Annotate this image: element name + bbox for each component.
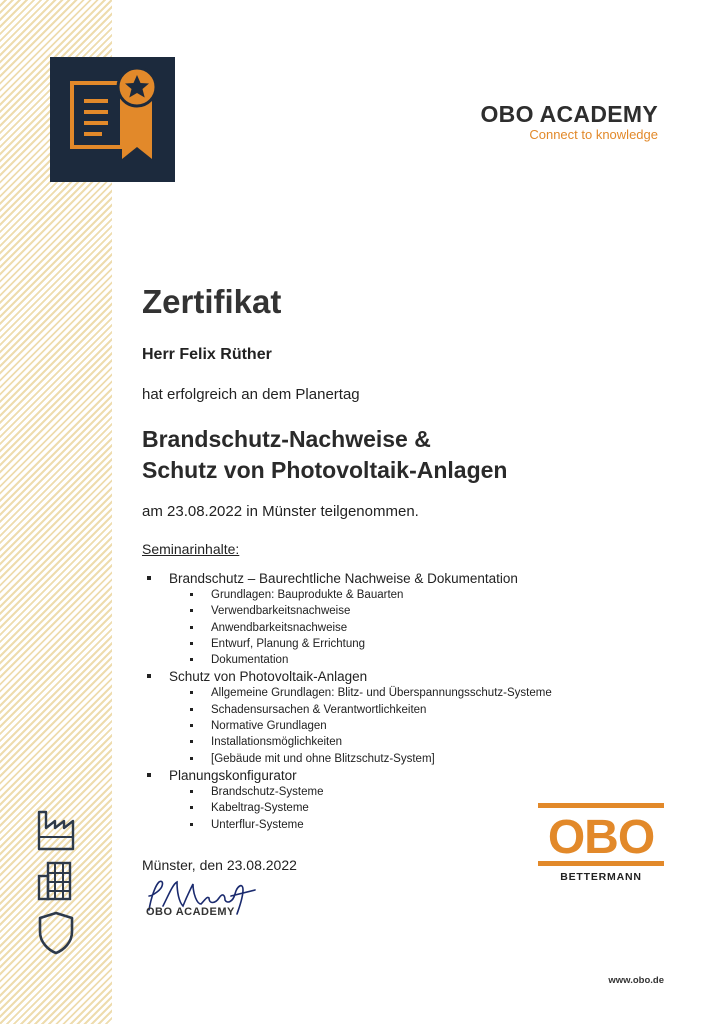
subtopic-item: Unterflur-Systeme <box>142 817 682 833</box>
subtopic-item: Brandschutz-Systeme <box>142 784 682 800</box>
factory-icon <box>36 808 76 852</box>
subtopic-item: Entwurf, Planung & Errichtung <box>142 636 682 652</box>
shield-icon <box>36 910 76 956</box>
bettermann-wordmark: BETTERMANN <box>560 871 642 883</box>
office-building-icon <box>36 860 76 902</box>
certificate-title: Zertifikat <box>142 283 282 320</box>
subtopic-item: Grundlagen: Bauprodukte & Bauarten <box>142 587 682 603</box>
place-and-date: Münster, den 23.08.2022 <box>142 857 297 873</box>
subtopic-item: Schadensursachen & Verantwortlichkeiten <box>142 702 682 718</box>
subtopic-item: Dokumentation <box>142 652 682 668</box>
subtopic-item: Installationsmöglichkeiten <box>142 734 682 750</box>
subtopic-item: Verwendbarkeitsnachweise <box>142 603 682 619</box>
topic-item: Schutz von Photovoltaik-Anlagen <box>142 668 682 685</box>
seminar-heading: Seminarinhalte: <box>142 541 240 557</box>
obo-logo <box>538 803 664 869</box>
subtopic-item: Normative Grundlagen <box>142 718 682 734</box>
website-url: www.obo.de <box>608 975 664 986</box>
certificate-icon <box>50 57 175 182</box>
seminar-topics <box>142 570 682 833</box>
recipient-name: Herr Felix Rüther <box>142 346 272 363</box>
attendance-date: am 23.08.2022 in Münster teilgenommen. <box>142 503 419 520</box>
topic-item: Planungskonfigurator <box>142 767 682 784</box>
signature-label: OBO ACADEMY <box>146 906 235 918</box>
course-title <box>142 424 507 486</box>
intro-text: hat erfolgreich an dem Planertag <box>142 386 360 403</box>
subtopic-item: Allgemeine Grundlagen: Blitz- und Überspannungsschutz-Systeme <box>142 685 682 701</box>
course-title-line-1: Brandschutz-Nachweise & <box>142 426 431 452</box>
brand-tagline: Connect to knowledge <box>529 127 658 142</box>
certificate-badge <box>50 57 175 182</box>
subtopic-item: [Gebäude mit und ohne Blitzschutz-System] <box>142 751 682 767</box>
course-title-line-2: Schutz von Photovoltaik-Anlagen <box>142 457 508 483</box>
topic-item: Brandschutz – Baurechtliche Nachweise & Dokumentation <box>142 570 682 587</box>
subtopic-item: Anwendbarkeitsnachweise <box>142 620 682 636</box>
subtopic-item: Kabeltrag-Systeme <box>142 800 682 816</box>
brand-name: OBO ACADEMY <box>480 101 658 127</box>
brand-block <box>480 101 658 142</box>
obo-logo-text: OBO <box>547 811 655 864</box>
